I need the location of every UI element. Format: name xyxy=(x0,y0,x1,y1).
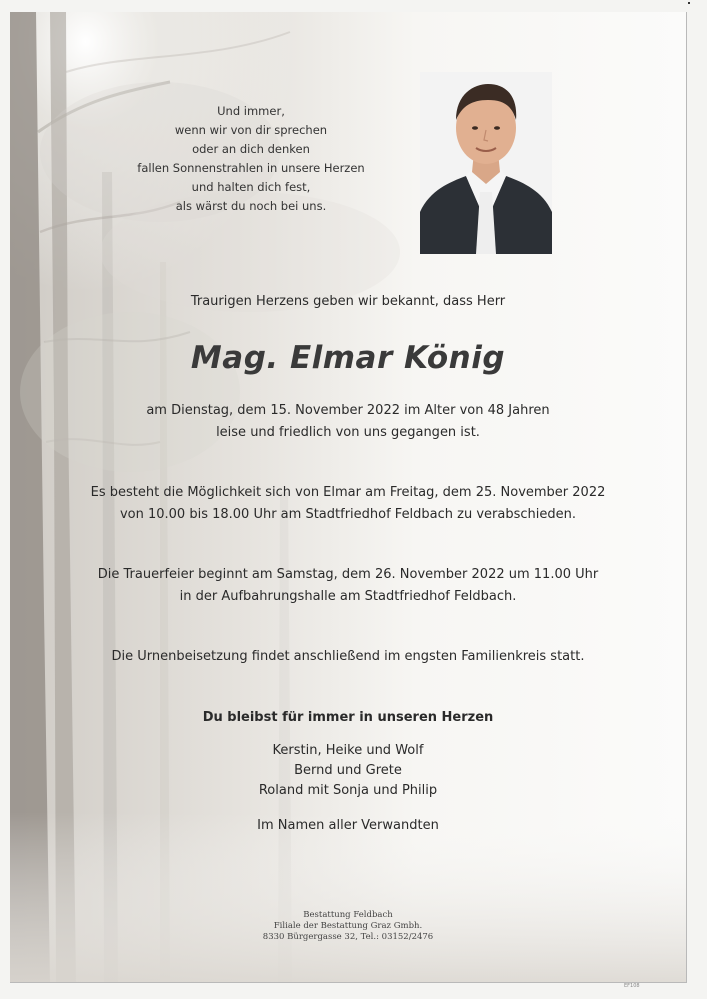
ceremony-line: Die Trauerfeier beginnt am Samstag, dem 26. November 2022 um 11.00 Uhr xyxy=(97,567,599,582)
family-member: Roland mit Sonja und Philip xyxy=(258,783,438,798)
motto-line: Und immer, xyxy=(217,104,285,118)
motto-line: fallen Sonnenstrahlen in unsere Herzen xyxy=(137,161,365,175)
motto-line: oder an dich denken xyxy=(192,142,310,156)
scan-mark xyxy=(688,2,690,4)
form-code: EF108 xyxy=(624,983,640,989)
urn-burial-info xyxy=(10,646,686,668)
death-notice-line: am Dienstag, dem 15. November 2022 im Alter von 48 Jahren xyxy=(146,403,550,418)
closing-line: Du bleibst für immer in unseren Herzen xyxy=(202,710,494,725)
death-notice xyxy=(10,400,686,444)
motto-poem xyxy=(121,102,381,216)
intro-text: Traurigen Herzens geben wir bekannt, dass Herr xyxy=(190,294,506,309)
farewell-info xyxy=(10,482,686,526)
undertaker-line: 8330 Bürgergasse 32, Tel.: 03152/2476 xyxy=(262,932,434,942)
family-member: Bernd und Grete xyxy=(294,763,402,778)
ceremony-info xyxy=(10,564,686,608)
farewell-line: Es besteht die Möglichkeit sich von Elmar am Freitag, dem 25. November 2022 xyxy=(90,485,606,500)
farewell-line: von 10.00 bis 18.00 Uhr am Stadtfriedhof Feldbach zu verabschieden. xyxy=(119,507,577,522)
motto-line: und halten dich fest, xyxy=(191,180,311,194)
ceremony-line: in der Aufbahrungshalle am Stadtfriedhof Feldbach. xyxy=(179,589,517,604)
obituary-card xyxy=(10,12,687,983)
undertaker-info xyxy=(10,910,686,943)
undertaker-line: Filiale der Bestattung Graz Gmbh. xyxy=(273,921,423,931)
motto-line: wenn wir von dir sprechen xyxy=(174,123,328,137)
family-member: Kerstin, Heike und Wolf xyxy=(272,743,424,758)
on-behalf-line: Im Namen aller Verwandten xyxy=(257,818,439,833)
deceased-name: Mag. Elmar König xyxy=(190,340,506,376)
family-list xyxy=(10,741,686,801)
undertaker-line: Bestattung Feldbach xyxy=(303,910,393,920)
motto-line: als wärst du noch bei uns. xyxy=(175,199,327,213)
death-notice-line: leise und friedlich von uns gegangen ist. xyxy=(216,425,480,440)
portrait-photo xyxy=(420,72,552,254)
urn-line: Die Urnenbeisetzung findet anschließend im engsten Familienkreis statt. xyxy=(111,649,585,664)
